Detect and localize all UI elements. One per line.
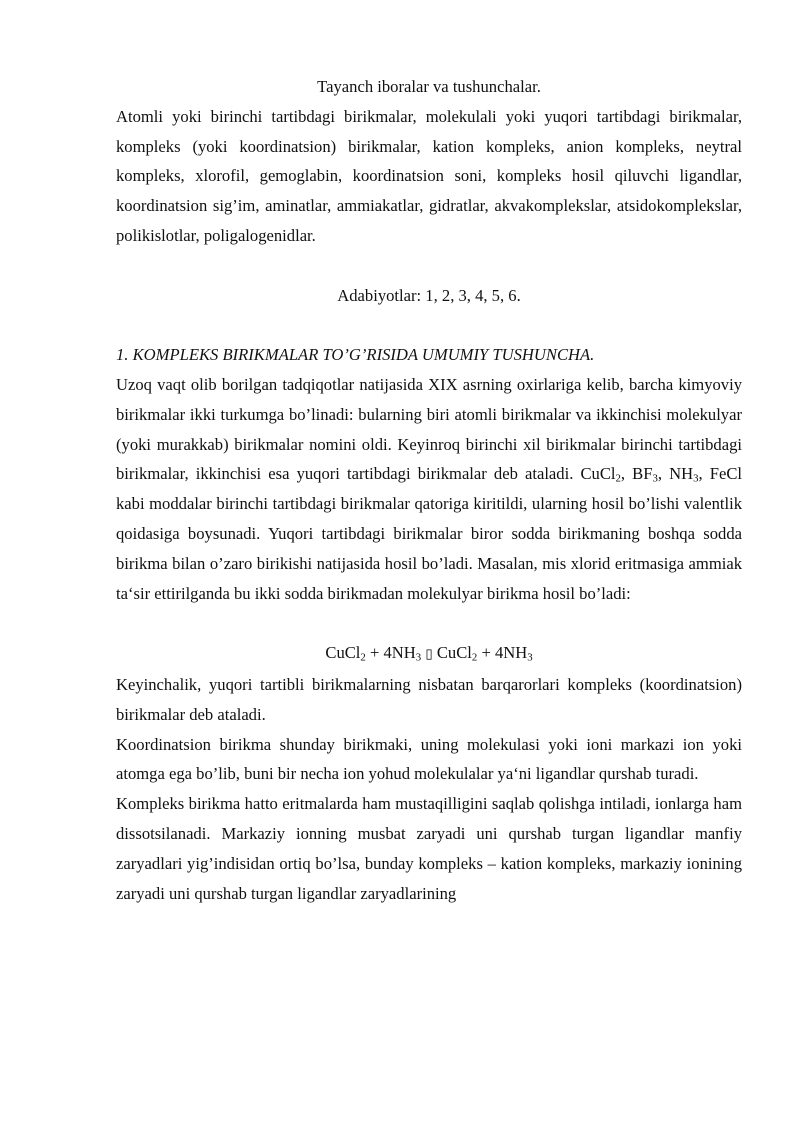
subscript: 3 xyxy=(527,651,533,664)
intro-text-2: , BF xyxy=(620,464,653,484)
intro-text-3: , NH xyxy=(657,464,694,484)
intro-text-4: , FeCl kabi moddalar birinchi tartibdagi birikmalar qatoriga kiritildi, ularning hosil bo’lishi valentlik qoidasiga boysunadi. Yuqori tartibdagi birikmalar biror sodda birikmaning boshqa sodda birikma bilan o’zaro birikishi natijasida hosil bo’ladi. Masalan, mis xlorid eritmasiga ammiak ta‘sir ettirilganda bu ikki sodda birikmadan molekulyar birikma hosil bo’ladi: xyxy=(116,464,743,603)
coordination-paragraph: Koordinatsion birikma shunday birikmaki, uning molekulasi yoki ioni markazi ion yoki atomga ega bo’lib, buni bir necha ion yohud molekulalar ya‘ni ligandlar qurshab turadi. xyxy=(116,734,742,784)
formula-term: + 4NH xyxy=(365,643,416,663)
chemical-equation xyxy=(116,638,742,670)
subscript: 2 xyxy=(615,473,621,486)
reaction-arrow-icon: ▯ xyxy=(421,647,437,663)
keywords-heading: Tayanch iboralar va tushunchalar. xyxy=(317,77,541,96)
formula-term: CuCl xyxy=(436,643,472,663)
subscript: 3 xyxy=(693,473,699,486)
subscript: 3 xyxy=(415,651,422,664)
subscript: 3 xyxy=(652,473,658,486)
keywords-paragraph: Atomli yoki birinchi tartibdagi birikmalar, molekulali yoki yuqori tartibdagi birikmalar, kompleks (yoki koordinatsion) birikmalar, kation kompleks, anion kompleks, neytral kompleks, xlorofil, gemoglabin, koordinatsion soni, kompleks hosil qiluvchi ligandlar, koordinatsion sig’im, aminatlar, ammiakatlar, gidratlar, akvakomplekslar, atsidokomplekslar, polikislotlar, poligalogenidlar. xyxy=(116,106,742,245)
formula-term: + 4NH xyxy=(477,643,528,663)
intro-text-1: Uzoq vaqt olib borilgan tadqiqotlar natijasida XIX asrning oxirlariga kelib, barcha kimyoviy birikmalar ikki turkumga bo’linadi: bularning biri atomli birikmalar va ikkinchisi molekulyar (yoki murakkab) birikmalar nomini oldi. Keyinroq birinchi xil birikmalar birinchi tartibdagi birikmalar, ikkinchisi esa yuqori tartibdagi birikmalar deb ataladi. CuCl xyxy=(116,374,742,484)
document-page xyxy=(116,72,742,908)
section-title: 1. KOMPLEKS BIRIKMALAR TO’G’RISIDA UMUMIY TUSHUNCHA. xyxy=(116,345,595,365)
complex-paragraph: Kompleks birikma hatto eritmalarda ham mustaqilligini saqlab qolishga intiladi, ionlarga ham dissotsilanadi. Markaziy ionning musbat zaryadi uni qurshab turgan ligandlar manfiy zaryadlari yig’indisidan ortiq bo’lsa, bunday kompleks – kation kompleks, markaziy ionining zaryadi uni qurshab turgan ligandlar zaryadlarining xyxy=(116,794,742,903)
references-line: Adabiyotlar: 1, 2, 3, 4, 5, 6. xyxy=(337,285,521,305)
formula-term: CuCl xyxy=(325,643,361,663)
subscript: 2 xyxy=(471,651,478,664)
intro-paragraph xyxy=(116,370,742,608)
subscript: 2 xyxy=(360,651,366,664)
definition-paragraph: Keyinchalik, yuqori tartibli birikmalarning nisbatan barqarorlari kompleks (koordinatsion) birikmalar deb ataladi. xyxy=(116,674,742,724)
